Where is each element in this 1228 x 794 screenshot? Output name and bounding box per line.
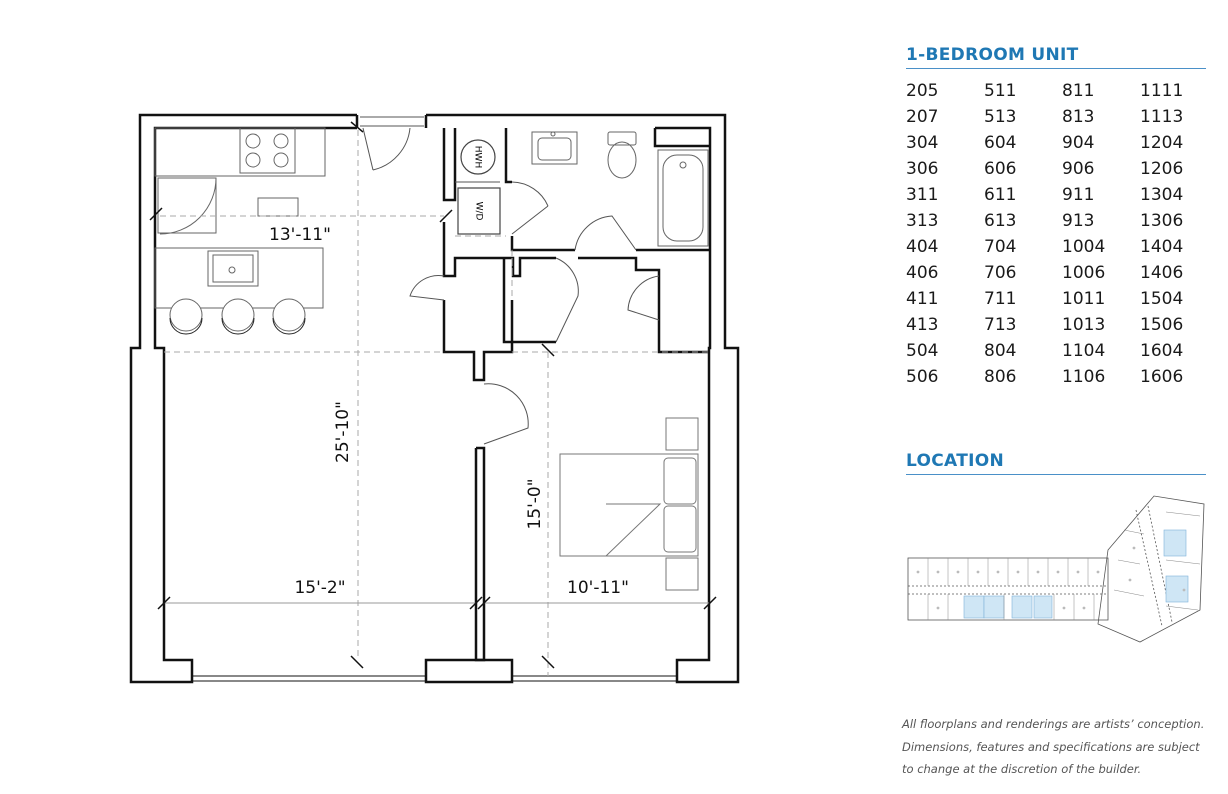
- unit-number: 1506: [1140, 315, 1184, 335]
- unit-number: 613: [984, 211, 1017, 231]
- bedroom-width-label: 10'-11": [567, 578, 629, 598]
- unit-number: 1606: [1140, 367, 1184, 387]
- unit-number: 711: [984, 289, 1017, 309]
- bed: [560, 418, 698, 590]
- unit-number: 911: [1062, 185, 1095, 205]
- unit-number: 611: [984, 185, 1017, 205]
- unit-number: 1204: [1140, 133, 1184, 153]
- unit-number: 511: [984, 81, 1017, 101]
- location-title: LOCATION: [906, 451, 1206, 475]
- unit-number: 604: [984, 133, 1017, 153]
- disclaimer-line: Dimensions, features and specifications are subject: [902, 739, 1200, 754]
- unit-number: 813: [1062, 107, 1095, 127]
- unit-number: 1113: [1140, 107, 1184, 127]
- unit-number: 1304: [1140, 185, 1184, 205]
- exterior-walls: [131, 115, 738, 682]
- disclaimer-line: to change at the discretion of the builder.: [902, 762, 1142, 776]
- unit-number: 404: [906, 237, 939, 257]
- unit-number: 806: [984, 367, 1017, 387]
- living-depth-label: 25'-10": [333, 401, 353, 463]
- interior-doors: [410, 182, 659, 444]
- unit-number: 704: [984, 237, 1017, 257]
- highlighted-unit: [984, 596, 1004, 618]
- highlighted-unit: [1164, 530, 1186, 556]
- unit-number: 406: [906, 263, 939, 283]
- unit-number: 1111: [1140, 81, 1184, 101]
- unit-number: 1013: [1062, 315, 1106, 335]
- unit-number: 1406: [1140, 263, 1184, 283]
- unit-number: 606: [984, 159, 1017, 179]
- unit-number: 913: [1062, 211, 1095, 231]
- disclaimer-line: All floorplans and renderings are artists’ conception.: [902, 717, 1205, 731]
- unit-number: 1106: [1062, 367, 1106, 387]
- unit-number: 313: [906, 211, 939, 231]
- unit-number: 1206: [1140, 159, 1184, 179]
- unit-list-title: 1-BEDROOM UNIT: [906, 45, 1206, 69]
- unit-number: 306: [906, 159, 939, 179]
- unit-number: 706: [984, 263, 1017, 283]
- unit-number: 207: [906, 107, 939, 127]
- unit-number: 811: [1062, 81, 1095, 101]
- window-wall: [192, 660, 677, 682]
- unit-number: 311: [906, 185, 939, 205]
- unit-number-grid: [906, 80, 1216, 392]
- unit-number: 513: [984, 107, 1017, 127]
- unit-number: 1306: [1140, 211, 1184, 231]
- water-heater-label: HWH: [472, 145, 483, 169]
- washer-dryer-label: W/D: [473, 201, 484, 221]
- dimension-ticks: [150, 122, 716, 668]
- entry-door: [360, 117, 424, 170]
- unit-number: 713: [984, 315, 1017, 335]
- unit-number: 1104: [1062, 341, 1106, 361]
- highlighted-unit: [1012, 596, 1032, 618]
- unit-number: 1404: [1140, 237, 1184, 257]
- unit-number: 1006: [1062, 263, 1106, 283]
- unit-number: 804: [984, 341, 1017, 361]
- kitchen-width-label: 13'-11": [269, 225, 331, 245]
- unit-number: 1004: [1062, 237, 1106, 257]
- bath-fixtures: [532, 132, 708, 246]
- unit-number: 205: [906, 81, 939, 101]
- unit-number: 1504: [1140, 289, 1184, 309]
- unit-number: 506: [906, 367, 939, 387]
- living-width-label: 15'-2": [294, 578, 346, 598]
- unit-number: 1604: [1140, 341, 1184, 361]
- unit-number: 904: [1062, 133, 1095, 153]
- highlighted-unit: [1034, 596, 1052, 618]
- unit-number: 906: [1062, 159, 1095, 179]
- unit-number: 411: [906, 289, 939, 309]
- unit-number: 413: [906, 315, 939, 335]
- unit-number: 504: [906, 341, 939, 361]
- unit-number: 1011: [1062, 289, 1106, 309]
- disclaimer: [902, 713, 1222, 781]
- location-key-plan: [904, 490, 1214, 650]
- highlighted-unit: [964, 596, 984, 618]
- unit-number: 304: [906, 133, 939, 153]
- bedroom-depth-label: 15'-0": [525, 478, 545, 530]
